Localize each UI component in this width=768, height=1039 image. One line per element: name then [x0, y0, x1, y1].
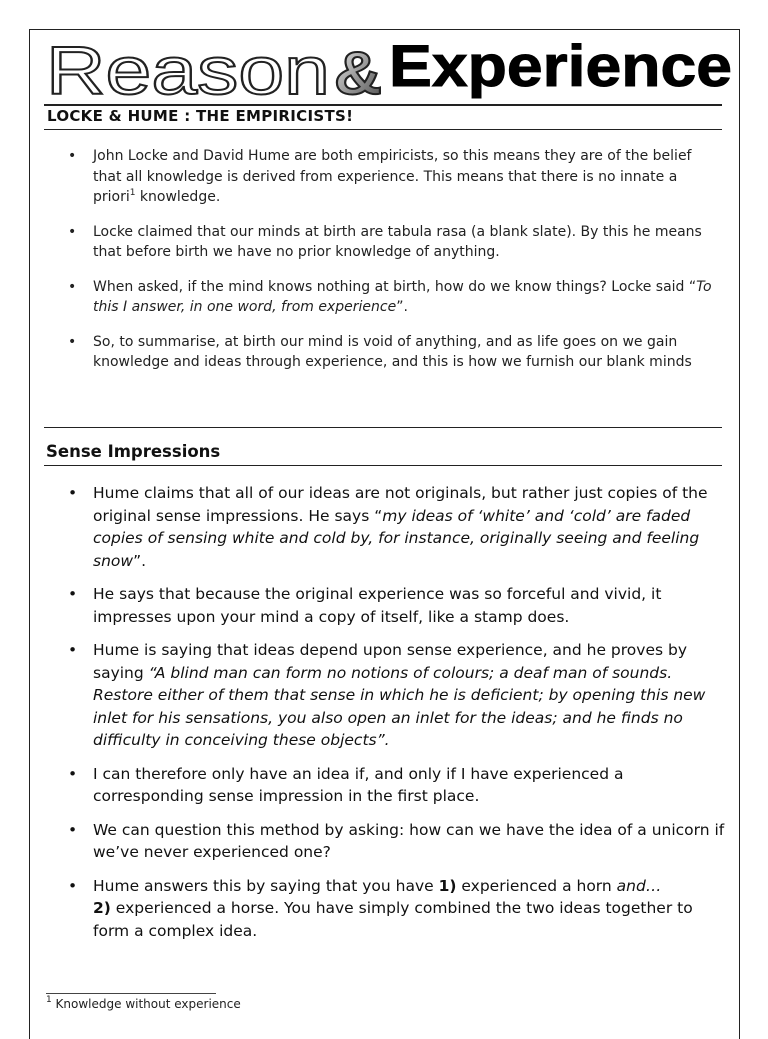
step-two-label: 2): [93, 899, 111, 917]
section-heading-empiricists: LOCKE & HUME : THE EMPIRICISTS!: [47, 107, 354, 125]
bullet-icon: •: [68, 484, 78, 502]
list-item: • Hume is saying that ideas depend upon sense experience, and he proves by saying “A blind man can form no notions of colours; a deaf man of sounds. Restore either of them that sense in which he is deficient; by opening this new inlet for his sensations, you also open an inlet for the ideas; and he finds no difficulty in conceiving these objects”.: [68, 641, 706, 749]
footnote-rule: [46, 993, 216, 994]
list-item: • John Locke and David Hume are both empiricists, so this means they are of the belief that all knowledge is derived from experience. This means that there is no innate a priori$^1$ knowledge.: [68, 148, 692, 205]
bullet-icon: •: [68, 585, 78, 603]
list-item: • When asked, if the mind knows nothing at birth, how do we know things? Locke said “To this I answer, in one word, from experience”.: [68, 278, 712, 315]
footnote-text: Knowledge without experience: [51, 997, 241, 1011]
footnote: [46, 997, 241, 1011]
title-banner: [44, 36, 734, 102]
bullet-icon: •: [68, 148, 77, 164]
bullet-icon: •: [68, 333, 77, 350]
footnote-ref: 1: [129, 188, 136, 198]
and-emphasis: and…: [616, 876, 662, 895]
bullet-icon: •: [68, 764, 78, 783]
step-one-label: 1): [438, 876, 457, 895]
list-item: • He says that because the original experience was so forceful and vivid, it impresses upon your mind a copy of itself, like a stamp does.: [68, 585, 662, 626]
empiricists-bullet-list: [68, 146, 723, 387]
list-item: • So, to summarise, at birth our mind is void of anything, and as life goes on we gain knowledge and ideas through experience, and this is how we furnish our blank minds: [68, 333, 692, 370]
locke-quote: To this I answer, in one word, from experience: [93, 278, 712, 315]
list-item: • We can question this method by asking: how can we have the idea of a unicorn if we’ve never experienced one?: [68, 820, 725, 861]
title-rule: [44, 104, 722, 106]
bullet-icon: •: [68, 641, 78, 659]
bullet-icon: •: [68, 820, 78, 839]
list-item: • Locke claimed that our minds at birth are tabula rasa (a blank slate). By this he means that before birth we have no prior knowledge of anything.: [68, 223, 702, 260]
list-item: • Hume claims that all of our ideas are not originals, but rather just copies of the original sense impressions. He says “my ideas of ‘white’ and ‘cold’ are faded copies of sensing white and cold by, for instance, originally seeing and feeling snow”.: [68, 484, 708, 570]
bullet-icon: •: [68, 278, 77, 295]
section-divider: [44, 427, 722, 428]
bullet-icon: •: [68, 223, 77, 240]
list-item: • I can therefore only have an idea if, and only if I have experienced a corresponding sense impression in the first place.: [68, 764, 624, 805]
heading-rule: [44, 465, 722, 466]
section-heading-sense-impressions: Sense Impressions: [46, 442, 221, 461]
sense-impressions-bullet-list: [68, 482, 733, 953]
bullet-icon: •: [68, 876, 78, 895]
hume-quote-snow: my ideas of ‘white’ and ‘cold’ are faded copies of sensing white and cold by, for instance, originally seeing and feeling snow: [93, 506, 700, 570]
title-ampersand: &: [334, 40, 382, 102]
footnote-marker: 1: [46, 995, 52, 1005]
hume-quote-blind-man: “A blind man can form no notions of colours; a deaf man of sounds. Restore either of them that sense in which he is deficient; by opening this new inlet for his sensations, you also open an inlet for the ideas; and he finds no difficulty in conceiving these objects”.: [93, 663, 706, 749]
title-reason: Reason: [46, 36, 330, 102]
title-experience: Experience: [389, 36, 732, 99]
heading-rule: [44, 129, 722, 130]
list-item: • Hume answers this by saying that you have 1) experienced a horn and… 2) experienced a horse. You have simply combined the two ideas together to form a complex idea.: [68, 876, 693, 940]
